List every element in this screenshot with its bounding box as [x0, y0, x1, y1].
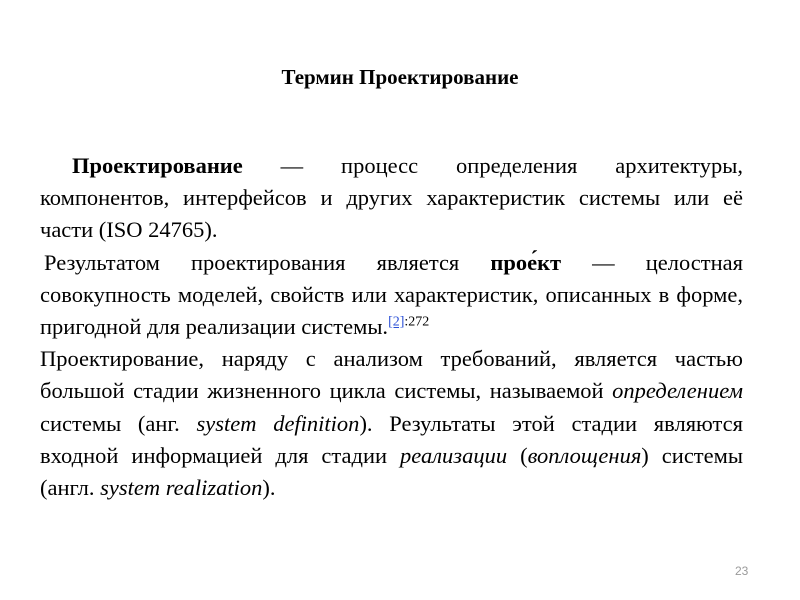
footnote-page: :272	[404, 314, 430, 330]
term-design: Проектирование	[72, 153, 243, 178]
result-paragraph	[40, 247, 743, 344]
lifecycle-text-3: ). Результаты этой стадии являются входной информацией для стадии	[40, 410, 744, 468]
definition-paragraph	[40, 150, 743, 247]
lifecycle-text-6: ).	[262, 475, 276, 501]
slide-body	[40, 150, 743, 504]
term-system-definition: system definition	[196, 410, 360, 436]
lifecycle-paragraph	[40, 343, 743, 504]
term-definition: определением	[612, 378, 743, 404]
slide-title: Термин Проектирование	[281, 65, 519, 89]
definition-text: — процесс определения архитектуры, компонентов, интерфейсов и других характеристик системы или её части (ISO 24765).	[40, 153, 743, 243]
lifecycle-text-4: (	[507, 442, 528, 468]
lifecycle-text-1: Проектирование, наряду с анализом требований, является частью большой стадии жизненного цикла системы, называемой	[40, 346, 743, 404]
term-realization: реализации	[400, 442, 508, 468]
lifecycle-text-2: системы (анг.	[40, 410, 197, 436]
term-embodiment: воплощения	[527, 442, 642, 468]
term-system-realization: system realization	[100, 475, 263, 501]
page-number: 23	[735, 564, 749, 578]
result-text: — целостная совокупность моделей, свойств или характеристик, описанных в форме, пригодной для реализации системы.	[40, 249, 743, 340]
lifecycle-text-5: ) системы (англ.	[40, 442, 743, 501]
footnote-link[interactable]: [2]	[388, 314, 405, 330]
result-lead: Результатом проектирования является	[44, 249, 491, 275]
term-project: прое́кт	[490, 249, 562, 275]
